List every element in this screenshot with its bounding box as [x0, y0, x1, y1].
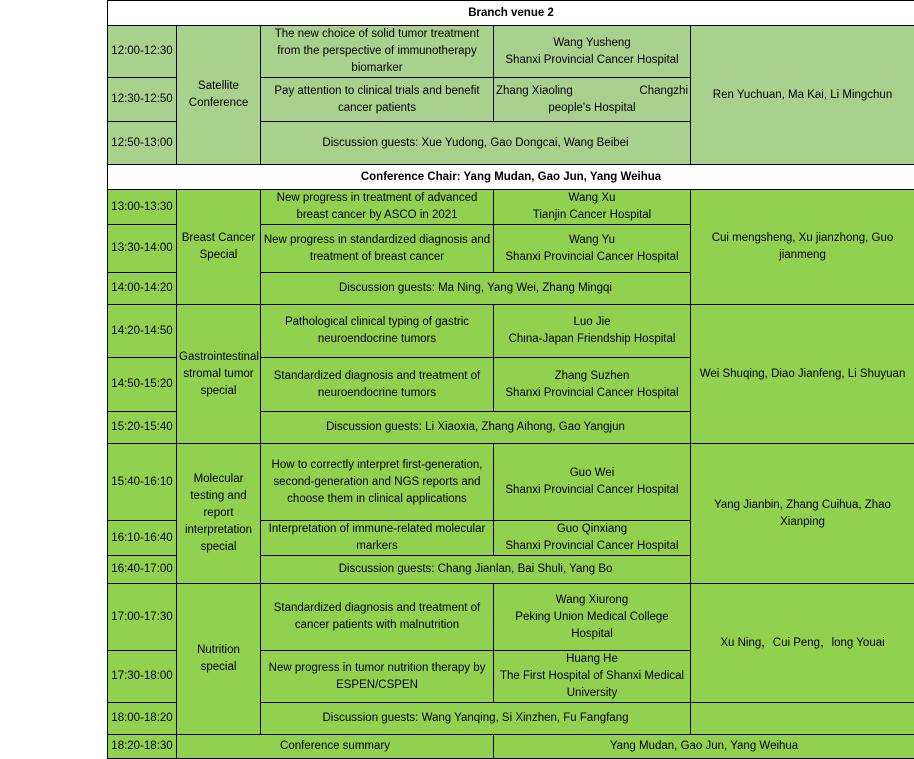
table-row [108, 190, 914, 225]
discussion-cell: Discussion guests: Xue Yudong, Gao Dongcai, Wang Beibei [261, 122, 691, 165]
speaker-cell [494, 26, 691, 78]
time-cell: 13:00-13:30 [108, 190, 177, 225]
speaker-cell [494, 305, 691, 358]
time-cell: 18:20-18:30 [108, 735, 177, 759]
topic-cell: Standardized diagnosis and treatment of cancer patients with malnutrition [261, 584, 494, 651]
topic-cell: Interpretation of immune-related molecular markers [261, 521, 494, 556]
left-pane [0, 0, 108, 759]
empty-cell [691, 703, 914, 735]
speaker-name: Zhang Xiaoling [496, 84, 573, 97]
table-row [108, 584, 914, 651]
speaker-cell [494, 444, 691, 521]
speaker-cell [494, 521, 691, 556]
session-chairs: Ren Yuchuan, Ma Kai, Li Mingchun [691, 26, 914, 165]
time-cell: 12:00-12:30 [108, 26, 177, 78]
speaker-name: Wang Yu [568, 233, 616, 246]
session-chairs: Cui mengsheng, Xu jianzhong, Guo jianmeng [691, 190, 914, 305]
session-cell: Breast Cancer Special [177, 190, 261, 305]
speaker-cell [494, 190, 691, 225]
speaker-org: Shanxi Provincial Cancer Hospital [505, 386, 679, 399]
speaker-org: Tianjin Cancer Hospital [532, 209, 652, 221]
speaker-name: Huang He [566, 653, 618, 665]
session-chairs: Wei Shuqing, Diao Jianfeng, Li Shuyuan [691, 305, 914, 444]
time-cell: 14:50-15:20 [108, 358, 177, 412]
conference-chair-title: Conference Chair: Yang Mudan, Gao Jun, Yang Weihua [108, 165, 914, 190]
schedule-table [107, 0, 914, 759]
speaker-name: Luo Jie [573, 316, 611, 328]
table-row [108, 444, 914, 521]
topic-cell: New progress in treatment of advanced breast cancer by ASCO in 2021 [261, 190, 494, 225]
topic-cell: New progress in standardized diagnosis and treatment of breast cancer [261, 225, 494, 273]
speaker-org: Shanxi Provincial Cancer Hospital [505, 53, 679, 66]
discussion-cell: Discussion guests: Ma Ning, Yang Wei, Zhang Mingqi [261, 273, 691, 305]
time-cell: 14:20-14:50 [108, 305, 177, 358]
time-cell: 12:30-12:50 [108, 78, 177, 122]
speaker-name: Guo Wei [569, 467, 615, 479]
time-cell: 15:40-16:10 [108, 444, 177, 521]
topic-cell: New progress in tumor nutrition therapy by ESPEN/CSPEN [261, 651, 494, 703]
speaker-org: Shanxi Provincial Cancer Hospital [505, 540, 679, 552]
time-cell: 12:50-13:00 [108, 122, 177, 165]
time-cell: 15:20-15:40 [108, 412, 177, 444]
session-cell: Molecular testing and report interpretation special [177, 444, 261, 584]
table-row [108, 735, 914, 759]
speaker-org: Shanxi Provincial Cancer Hospital [505, 250, 679, 263]
session-cell: Nutrition special [177, 584, 261, 735]
speaker-name: Zhang Suzhen [554, 369, 630, 382]
speaker-cell [494, 584, 691, 651]
speaker-cell [494, 358, 691, 412]
session-chairs: Yang Jianbin, Zhang Cuihua, Zhao Xianping [691, 444, 914, 584]
speaker-name: Wang Yusheng [553, 36, 631, 49]
time-cell: 17:00-17:30 [108, 584, 177, 651]
topic-cell: The new choice of solid tumor treatment from the perspective of immunotherapy biomarker [261, 26, 494, 78]
time-cell: 16:40-17:00 [108, 556, 177, 584]
time-cell: 14:00-14:20 [108, 273, 177, 305]
speaker-cell [494, 225, 691, 273]
time-cell: 16:10-16:40 [108, 521, 177, 556]
speaker-org: Peking Union Medical College Hospital [515, 610, 669, 640]
table-row [108, 305, 914, 358]
discussion-cell: Discussion guests: Chang Jianlan, Bai Shuli, Yang Bo [261, 556, 691, 584]
speaker-cell [494, 78, 691, 122]
topic-cell: Pay attention to clinical trials and benefit cancer patients [261, 78, 494, 122]
discussion-cell: Discussion guests: Wang Yanqing, Si Xinzhen, Fu Fangfang [261, 703, 691, 735]
session-cell: Satellite Conference [177, 26, 261, 165]
speaker-org: people's Hospital [548, 101, 636, 114]
topic-cell: Standardized diagnosis and treatment of neuroendocrine tumors [261, 358, 494, 412]
speaker-org: The First Hospital of Shanxi Medical University [499, 670, 685, 699]
time-cell: 13:30-14:00 [108, 225, 177, 273]
session-cell: Gastrointestinal stromal tumor special [177, 305, 261, 444]
speaker-cell [494, 651, 691, 703]
time-cell: 18:00-18:20 [108, 703, 177, 735]
topic-cell: Pathological clinical typing of gastric neuroendocrine tumors [261, 305, 494, 358]
speaker-org: China-Japan Friendship Hospital [508, 333, 676, 345]
session-chairs: Xu Ning，Cui Peng，long Youai [691, 584, 914, 703]
speaker-org: Changzhi [639, 84, 688, 97]
speaker-org: Shanxi Provincial Cancer Hospital [505, 484, 679, 496]
summary-label: Conference summary [177, 735, 494, 759]
speaker-name: Guo Qinxiang [556, 523, 628, 535]
speaker-name: Wang Xiurong [555, 593, 629, 606]
time-cell: 17:30-18:00 [108, 651, 177, 703]
speaker-name: Wang Xu [568, 192, 616, 204]
branch-venue-title: Branch venue 2 [108, 1, 914, 26]
summary-chairs: Yang Mudan, Gao Jun, Yang Weihua [494, 735, 914, 759]
table-row [108, 26, 914, 78]
discussion-cell: Discussion guests: Li Xiaoxia, Zhang Aihong, Gao Yangjun [261, 412, 691, 444]
topic-cell: How to correctly interpret first-generation, second-generation and NGS reports and choose them in clinical applications [261, 444, 494, 521]
